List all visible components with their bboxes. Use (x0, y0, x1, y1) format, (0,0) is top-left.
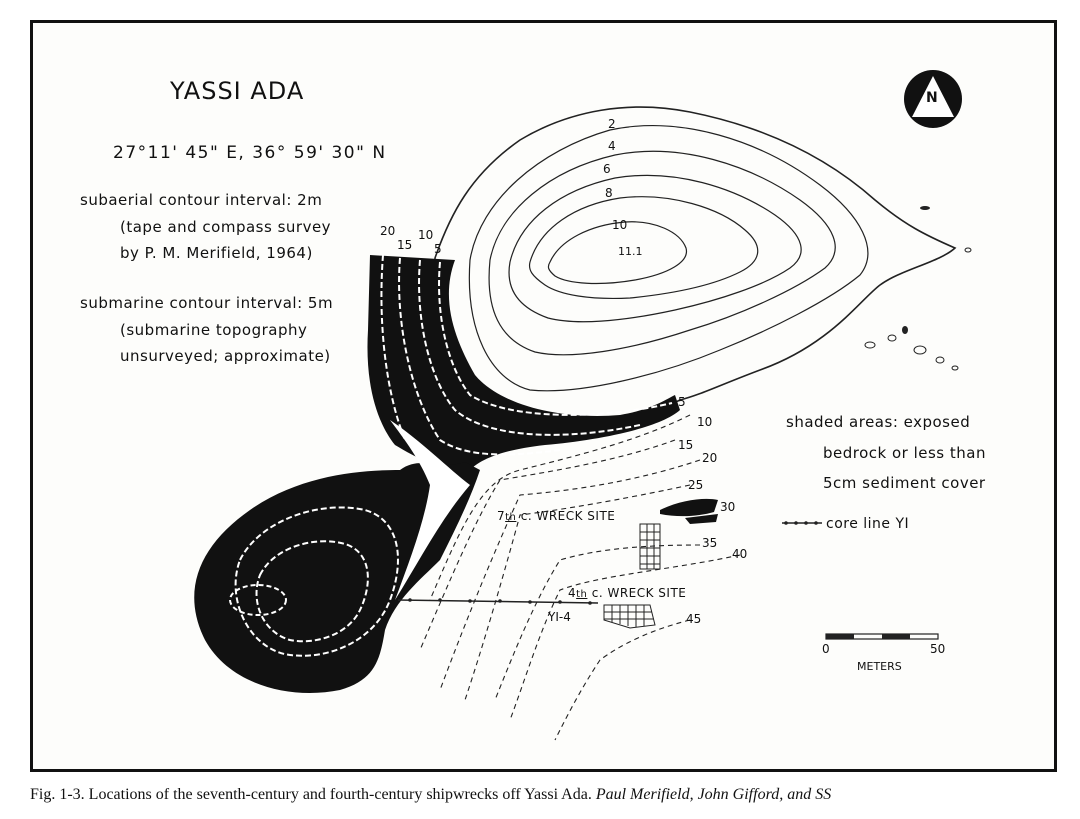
core-line-legend: core line YI (826, 516, 910, 532)
wreck7-label (497, 509, 615, 523)
depth-contour-45 (555, 620, 690, 740)
depth-contour-35 (495, 545, 700, 700)
rock (902, 326, 908, 334)
core-line-points (408, 598, 592, 605)
depth-label: 45 (686, 612, 702, 626)
subaerial-note-1: subaerial contour interval: 2m (80, 191, 323, 209)
land-contour-label: 6 (603, 162, 611, 176)
wreck4-suffix: th (576, 589, 588, 600)
depth-label: 20 (380, 224, 396, 238)
depth-label: 15 (397, 238, 413, 252)
depth-label: 5 (678, 395, 686, 409)
land-contour-label: 10 (612, 218, 628, 232)
shaded-legend-1: shaded areas: exposed (786, 413, 971, 431)
shaded-legend-3: 5cm sediment cover (823, 474, 986, 492)
land-contour-label: 2 (608, 117, 616, 131)
summit-label: 11.1 (618, 245, 643, 258)
north-label: N (926, 90, 938, 106)
scale-max: 50 (930, 642, 946, 656)
submarine-note-1: submarine contour interval: 5m (80, 294, 334, 312)
shaded-outcrop-30 (660, 499, 718, 516)
rock (914, 346, 926, 354)
scale-unit: METERS (857, 660, 902, 673)
wreck7-text: c. WRECK SITE (520, 509, 616, 523)
map-coordinates: 27°11' 45" E, 36° 59' 30" N (113, 143, 387, 163)
rock (952, 366, 958, 370)
wreck4-ordinal: 4 (568, 586, 577, 600)
caption-text: Fig. 1-3. Locations of the seventh-century and fourth-century shipwrecks off Yassi Ada. (30, 786, 592, 803)
shaded-legend-2: bedrock or less than (823, 444, 986, 462)
scale-min: 0 (822, 642, 830, 656)
depth-contour-40 (510, 555, 740, 720)
depth-label: 5 (434, 242, 442, 256)
land-contour-label: 4 (608, 139, 616, 153)
contour-2 (469, 126, 867, 391)
rock (920, 206, 930, 210)
rock (865, 342, 875, 348)
land-contour-label: 8 (605, 186, 613, 200)
wreck7-suffix: th (505, 512, 517, 523)
wreck4-hatch (604, 605, 655, 628)
depth-label: 35 (702, 536, 718, 550)
submarine-note-3: unsurveyed; approximate) (120, 347, 331, 365)
depth-label: 30 (720, 500, 736, 514)
wreck7-ordinal: 7 (497, 509, 506, 523)
depth-label: 10 (697, 415, 713, 429)
depth-label: 40 (732, 547, 748, 561)
depth-label: 25 (688, 478, 704, 492)
contour-8 (530, 197, 758, 299)
subaerial-note-2: (tape and compass survey (120, 218, 332, 236)
map-title: YASSI ADA (170, 77, 305, 105)
rock (936, 357, 944, 363)
depth-label: 10 (418, 228, 434, 242)
caption-credit: Paul Merifield, John Gifford, and SS (595, 786, 832, 803)
figure-caption (30, 786, 831, 804)
rock (965, 248, 971, 252)
submarine-note-2: (submarine topography (120, 321, 308, 339)
wreck4-text: c. WRECK SITE (591, 586, 687, 600)
core-point-label: YI-4 (548, 610, 571, 624)
island-coastline (435, 107, 955, 438)
subaerial-note-3: by P. M. Merifield, 1964) (120, 244, 313, 262)
depth-label: 15 (678, 438, 694, 452)
wreck4-label (568, 586, 686, 600)
rock (888, 335, 896, 341)
core-line (398, 600, 598, 603)
depth-label: 20 (702, 451, 718, 465)
contour-4 (489, 151, 835, 354)
